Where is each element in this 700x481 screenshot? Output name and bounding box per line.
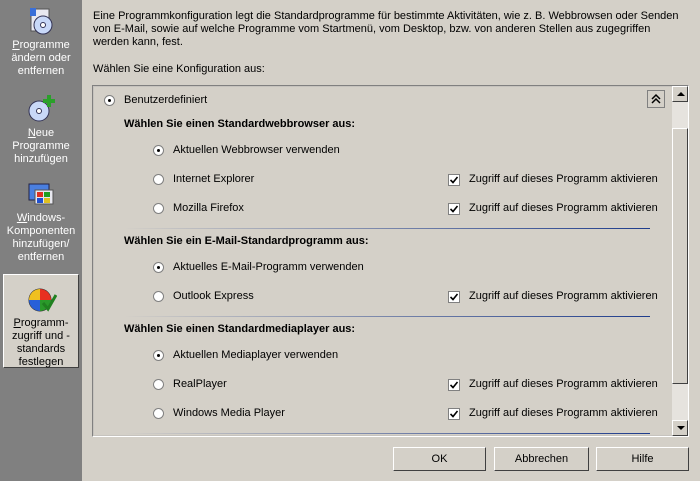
help-button[interactable]: Hilfe [596, 447, 689, 471]
checkmark-icon [450, 205, 458, 213]
option-label: RealPlayer [173, 378, 227, 390]
sidebar-item-windows-components[interactable] [3, 178, 79, 268]
add-programs-icon [25, 93, 57, 125]
checkmark-icon [450, 381, 458, 389]
double-chevron-up-icon [648, 91, 664, 107]
radio-windows-media-player[interactable] [153, 408, 164, 419]
scroll-down-button[interactable] [672, 420, 688, 436]
checkbox-access-realplayer[interactable] [448, 379, 460, 391]
sidebar-item-label: Windows-Komponenten hinzufügen/ entfernen [6, 212, 76, 263]
option-label: Internet Explorer [173, 173, 255, 185]
radio-realplayer[interactable] [153, 379, 164, 390]
sidebar-item-change-remove-programs[interactable] [3, 5, 79, 85]
arrow-up-icon [677, 92, 685, 96]
option-label: Outlook Express [173, 290, 254, 302]
checkbox-access-internet-explorer[interactable] [448, 174, 460, 186]
checkmark-icon [450, 176, 458, 184]
sidebar-item-label: Programm-zugriff und -standards festlegen [12, 317, 70, 368]
scroll-thumb[interactable] [672, 128, 688, 384]
checkmark-icon [450, 410, 458, 418]
access-label: Zugriff auf dieses Programm aktivieren [469, 173, 658, 185]
section-divider [124, 228, 650, 229]
access-label: Zugriff auf dieses Programm aktivieren [469, 378, 658, 390]
access-label: Zugriff auf dieses Programm aktivieren [469, 290, 658, 302]
section-divider [124, 316, 650, 317]
sidebar-item-program-access[interactable] [3, 274, 79, 368]
checkbox-access-outlook-express[interactable] [448, 291, 460, 303]
radio-outlook-express[interactable] [153, 291, 164, 302]
option-label: Aktuellen Webbrowser verwenden [173, 144, 340, 156]
option-label: Mozilla Firefox [173, 202, 244, 214]
sidebar [0, 0, 82, 481]
choose-config-label: Wählen Sie eine Konfiguration aus: [93, 63, 265, 75]
access-label: Zugriff auf dieses Programm aktivieren [469, 202, 658, 214]
radio-current-email[interactable] [153, 262, 164, 273]
radio-mozilla-firefox[interactable] [153, 203, 164, 214]
radio-current-webbrowser[interactable] [153, 145, 164, 156]
config-radio-custom[interactable] [104, 95, 115, 106]
vertical-scrollbar[interactable] [672, 86, 688, 436]
radio-internet-explorer[interactable] [153, 174, 164, 185]
checkmark-icon [450, 293, 458, 301]
sidebar-item-label: Programme ändern oder entfernen [11, 39, 71, 77]
arrow-down-icon [677, 426, 685, 430]
ok-button[interactable]: OK [393, 447, 486, 471]
scroll-up-button[interactable] [672, 86, 688, 102]
collapse-button[interactable] [647, 90, 665, 108]
programs-cd-icon [25, 5, 57, 37]
option-label: Aktuellen Mediaplayer verwenden [173, 349, 339, 361]
radio-current-mediaplayer[interactable] [153, 350, 164, 361]
sidebar-item-add-programs[interactable] [3, 93, 79, 168]
option-label: Aktuelles E-Mail-Programm verwenden [173, 261, 364, 273]
cancel-button[interactable]: Abbrechen [494, 447, 589, 471]
section-divider [124, 433, 650, 434]
program-access-icon [25, 283, 57, 315]
section-heading-mediaplayer: Wählen Sie einen Standardmediaplayer aus: [124, 323, 356, 335]
sidebar-item-label: Neue Programme hinzufügen [12, 127, 70, 165]
windows-components-icon [25, 178, 57, 210]
checkbox-access-windows-media-player[interactable] [448, 408, 460, 420]
description-text: Eine Programmkonfiguration legt die Standardprogramme für bestimmte Aktivitäten, wie z. B. Webbrowsen oder Senden von E-Mail, sowie auf welche Programme vom Startmenü, vom Desktop, bzw. von anderen Stellen aus zugegriffen werden kann, fest. [93, 10, 679, 48]
option-label: Windows Media Player [173, 407, 285, 419]
config-name-label: Benutzerdefiniert [124, 94, 208, 106]
access-label: Zugriff auf dieses Programm aktivieren [469, 407, 658, 419]
checkbox-access-mozilla-firefox[interactable] [448, 203, 460, 215]
section-heading-email: Wählen Sie ein E-Mail-Standardprogramm aus: [124, 235, 369, 247]
config-list-content [94, 87, 672, 435]
config-list [92, 85, 689, 437]
section-heading-webbrowser: Wählen Sie einen Standardwebbrowser aus: [124, 118, 356, 130]
